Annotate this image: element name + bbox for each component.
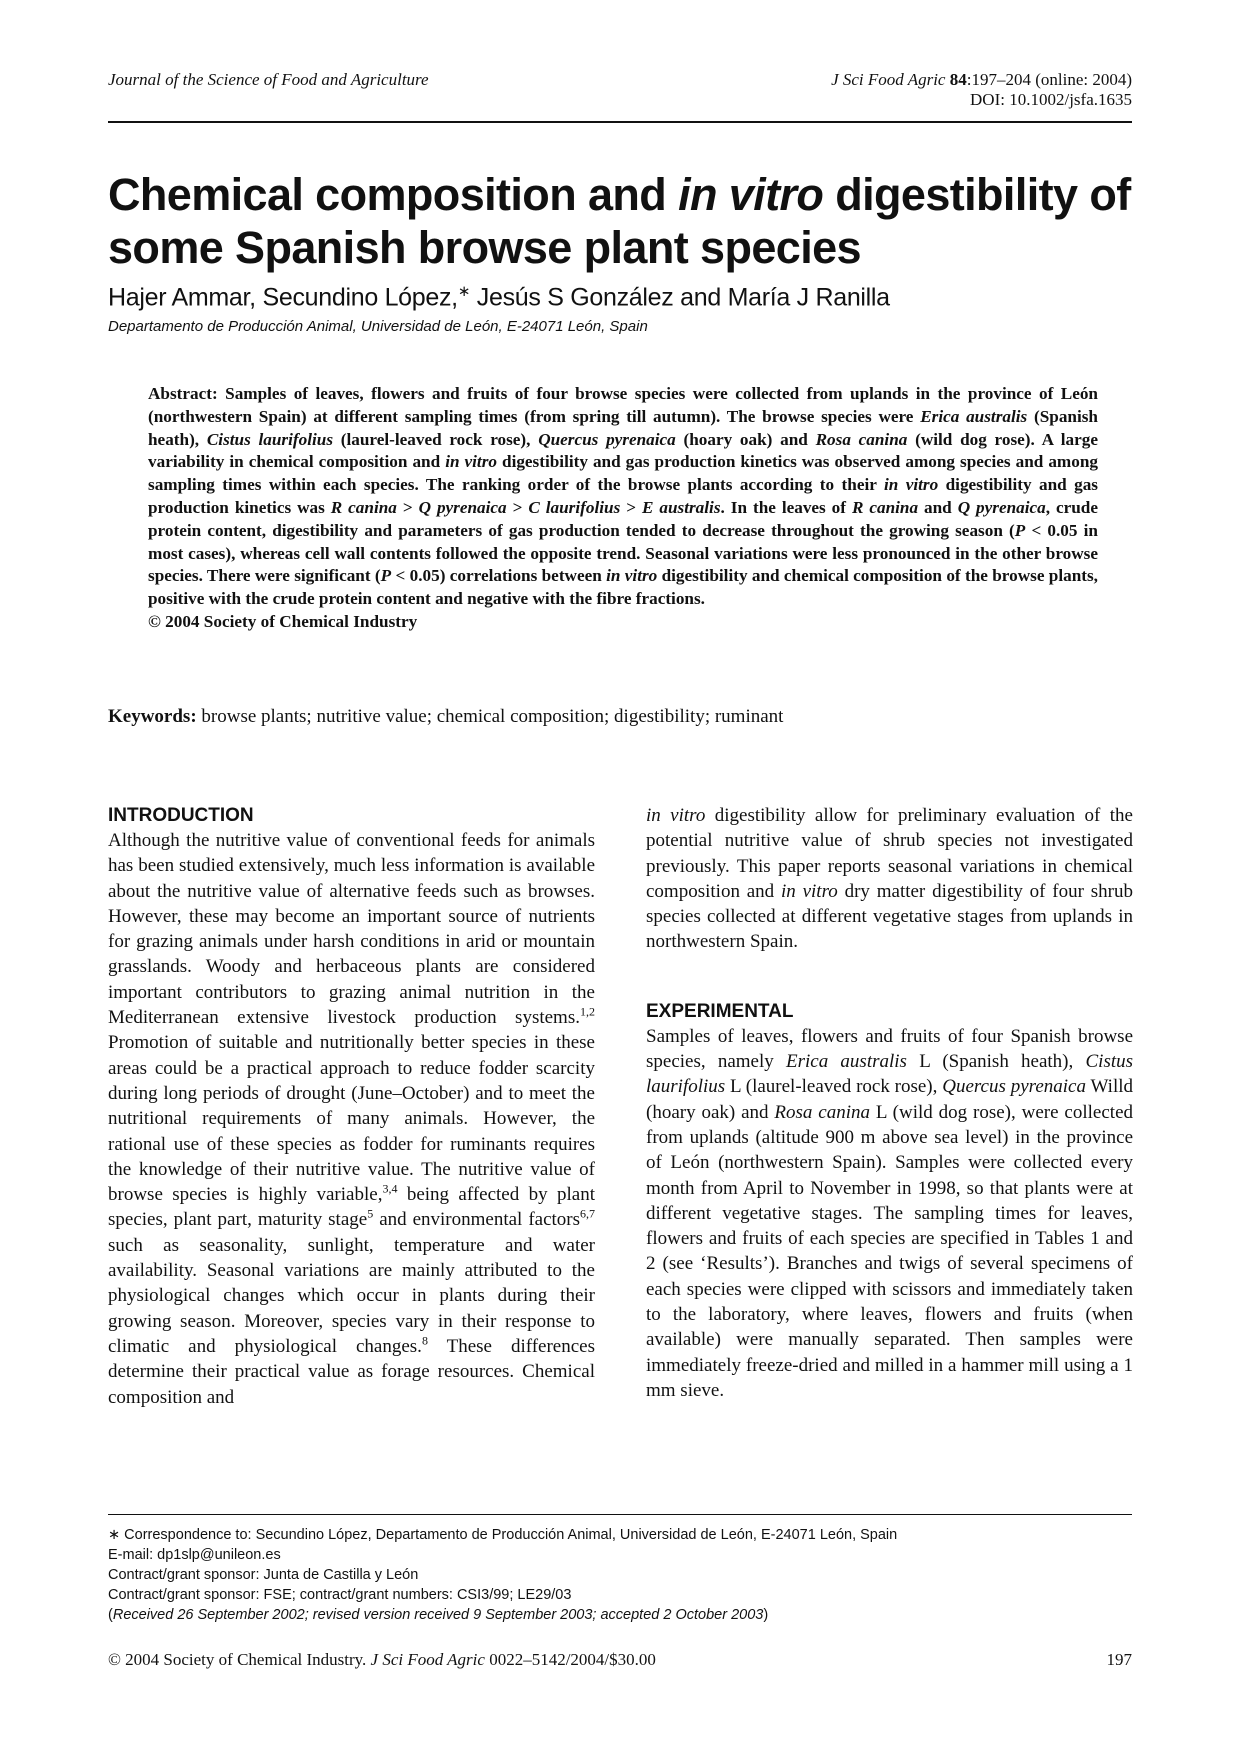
section-heading-experimental: EXPERIMENTAL	[646, 1000, 794, 1022]
text-run: digestibility and gas production kinetics was observed among species and among sampling times within each species. The ranking order of the browse plants according to their	[148, 452, 1098, 495]
text-run: L (wild dog rose), were collected from uplands (altitude 900 m above sea level) in the province of León (northwestern Spain). Samples were collected every month from April to November in 1998, so that plants were at different vegetative stages. The sampling times for leaves, flowers and fruits of each species are specified in Tables 1 and 2 (see ‘Results’). Branches and twigs of several specimens of each species were clipped with scissors and immediately taken to the laboratory, where leaves, flowers and fruits (when available) were manually separated. Then samples were immediately freeze-dried and milled in a hammer mill using a 1 mm sieve.	[646, 1101, 1133, 1401]
text-run: (hoary oak) and	[675, 429, 816, 449]
citation-volume: 84	[949, 70, 967, 89]
text-run: and	[918, 497, 958, 517]
doi[interactable]: DOI: 10.1002/jsfa.1635	[970, 90, 1132, 109]
italic-term: Rosa canina	[815, 429, 908, 449]
footer-copyright-text: © 2004 Society of Chemical Industry.	[108, 1650, 371, 1669]
grant-sponsor-2: Contract/grant sponsor: FSE; contract/grant numbers: CSI3/99; LE29/03	[108, 1587, 572, 1603]
keywords-label: Keywords:	[108, 706, 197, 727]
footer-journal: J Sci Food Agric	[370, 1650, 485, 1669]
citation-journal: J Sci Food Agric	[831, 70, 946, 89]
page-number: 197	[1106, 1650, 1132, 1669]
italic-term: Q pyrenaica	[418, 497, 507, 517]
text-run: L (Spanish heath),	[906, 1051, 1086, 1073]
section-heading-introduction: INTRODUCTION	[108, 805, 254, 826]
italic-term: in vitro	[781, 880, 838, 902]
authors	[108, 282, 890, 312]
text-run: Although the nutritive value of conventional feeds for animals has been studied extensively, much less information is available about the nutritive value of alternative feeds such as browses. However, these may become an important source of nutrients for grazing animals under harsh conditions in arid or mountain grasslands. Woody and herbaceous plants are considered important contributors to grazing animal nutrition in the Mediterranean extensive livestock production systems.	[108, 830, 595, 1029]
abstract	[148, 383, 1098, 634]
correspondence-mark[interactable]: ∗	[457, 283, 471, 300]
text-run: >	[396, 497, 419, 517]
received-text: Received 26 September 2002; revised version received 9 September 2003; accepted 2 October 2003	[112, 1607, 764, 1623]
italic-term: in vitro	[883, 475, 939, 495]
italic-term: Rosa canina	[774, 1101, 871, 1123]
citation-ref[interactable]: 6,7	[580, 1207, 596, 1222]
journal-name: Journal of the Science of Food and Agriculture	[108, 70, 429, 89]
abstract-text	[148, 384, 1098, 608]
title-text-2: digestibility of some Spanish browse plant species	[108, 169, 1131, 273]
text-run: , crude protein content, digestibility and parameters of gas production tended to decrease throughout the growing season (	[148, 497, 1098, 540]
footnotes	[108, 1525, 897, 1625]
experimental-paragraph	[646, 1024, 1133, 1403]
italic-term: C laurifolius	[528, 497, 621, 517]
citation-pages: :197–204 (online: 2004)	[966, 70, 1132, 89]
text-run: digestibility and chemical composition of the browse plants, positive with the crude protein content and negative with the fibre fractions.	[148, 566, 1098, 609]
text-run: digestibility allow for preliminary evaluation of the potential nutritive value of shrub species not investigated previously. This paper reports seasonal variations in chemical composition and	[646, 805, 1133, 902]
italic-term: Cistus laurifolius	[206, 429, 334, 449]
email-link[interactable]: E-mail: dp1slp@unileon.es	[108, 1547, 281, 1563]
text-run: dry matter digestibility of four shrub species collected at different vegetative stages from uplands in northwestern Spain.	[646, 880, 1133, 953]
italic-term: R canina	[330, 497, 397, 517]
page-title	[108, 168, 1138, 274]
text-run: Samples of leaves, flowers and fruits of four Spanish browse species, namely	[646, 1025, 1133, 1073]
text-run: Promotion of suitable and nutritionally better species in these areas could be a practical approach to reduce fodder scarcity during long periods of drought (June–October) and to meet the nutritional requirements of many animals. However, the rational use of these species as fodder for ruminants requires the knowledge of their nutritive value. The nutritive value of browse species is highly variable,	[108, 1032, 595, 1206]
text-run: < 0.05) correlations between	[391, 566, 607, 586]
text-run: (Spanish heath),	[148, 406, 1098, 449]
text-run: L (laurel-leaved rock rose),	[725, 1076, 943, 1098]
grant-sponsor-1: Contract/grant sponsor: Junta de Castilla y León	[108, 1567, 419, 1583]
correspondence-note: ∗ Correspondence to: Secundino López, Departamento de Producción Animal, Universidad de León, E-24071 León, Spain	[108, 1527, 898, 1543]
text-run: (wild dog rose). A large variability in chemical composition and	[148, 429, 1098, 472]
title-italic: in vitro	[678, 169, 824, 220]
citation-ref[interactable]: 5	[367, 1207, 374, 1222]
italic-term: in vitro	[445, 452, 497, 472]
paren-close: )	[763, 1607, 769, 1623]
introduction-paragraph-continued	[646, 803, 1133, 955]
left-column	[108, 803, 595, 1410]
text-run: being affected by plant species, plant part, maturity stage	[108, 1184, 595, 1231]
footer-copyright	[108, 1650, 656, 1670]
citation-ref[interactable]: 3,4	[382, 1181, 398, 1196]
paren-open: (	[108, 1607, 113, 1623]
italic-term: Q pyrenaica	[957, 497, 1046, 517]
text-run: < 0.05 in most cases), whereas cell wall contents followed the opposite trend. Seasonal variations were less pronounced in the other browse species. There were significant (	[148, 520, 1098, 586]
italic-term: E australis	[641, 497, 721, 517]
text-run: and environmental factors	[373, 1209, 581, 1231]
running-head	[108, 70, 1132, 110]
italic-term: Erica australis	[786, 1051, 907, 1073]
italic-term: R canina	[851, 497, 919, 517]
keywords-text: browse plants; nutritive value; chemical composition; digestibility; ruminant	[196, 706, 784, 727]
text-run: (laurel-leaved rock rose),	[333, 429, 539, 449]
footnote-rule	[108, 1514, 1132, 1515]
authors-text-2: Jesús S González and María J Ranilla	[470, 283, 890, 312]
footer-issn: 0022–5142/2004/$30.00	[484, 1650, 656, 1669]
italic-term: P	[380, 566, 392, 586]
italic-term: in vitro	[646, 805, 706, 826]
received-dates	[108, 1605, 897, 1625]
text-run: such as seasonality, sunlight, temperature and water availability. Seasonal variations are mainly attributed to the physiological changes which occur in plants during their growing season. Moreover, species vary in their response to climatic and physiological changes.	[108, 1234, 595, 1357]
citation	[831, 70, 1132, 90]
italic-term: Cistus laurifolius	[646, 1051, 1134, 1098]
italic-term: Quercus pyrenaica	[538, 429, 676, 449]
right-column	[646, 803, 1133, 1403]
title-text: Chemical composition and	[108, 169, 679, 220]
authors-text: Hajer Ammar, Secundino López,	[108, 283, 458, 312]
text-run: Samples of leaves, flowers and fruits of four browse species were collected from uplands in the province of León (northwestern Spain) at different sampling times (from spring till autumn). The browse species were	[148, 384, 1098, 426]
italic-term: Quercus pyrenaica	[942, 1076, 1086, 1098]
text-run: digestibility and gas production kinetics was	[148, 475, 1098, 517]
keywords	[108, 706, 783, 728]
text-run: . In the leaves of	[720, 497, 852, 517]
abstract-copyright: © 2004 Society of Chemical Industry	[148, 611, 418, 631]
text-run: These differences determine their practical value as forage resources. Chemical composition and	[108, 1335, 595, 1408]
citation-ref[interactable]: 8	[421, 1333, 428, 1348]
italic-term: Erica australis	[920, 406, 1028, 426]
abstract-label: Abstract:	[148, 384, 218, 403]
affiliation: Departamento de Producción Animal, Universidad de León, E-24071 León, Spain	[108, 318, 648, 335]
text-run: >	[506, 497, 529, 517]
italic-term: in vitro	[606, 566, 658, 586]
citation-block	[831, 70, 1132, 110]
abstract-body	[148, 383, 1098, 611]
header-rule	[108, 121, 1132, 123]
italic-term: P	[1014, 520, 1026, 540]
introduction-paragraph	[108, 828, 595, 1410]
text-run: Willd (hoary oak) and	[646, 1076, 1133, 1123]
citation-ref[interactable]: 1,2	[580, 1004, 595, 1019]
text-run: >	[620, 497, 642, 517]
